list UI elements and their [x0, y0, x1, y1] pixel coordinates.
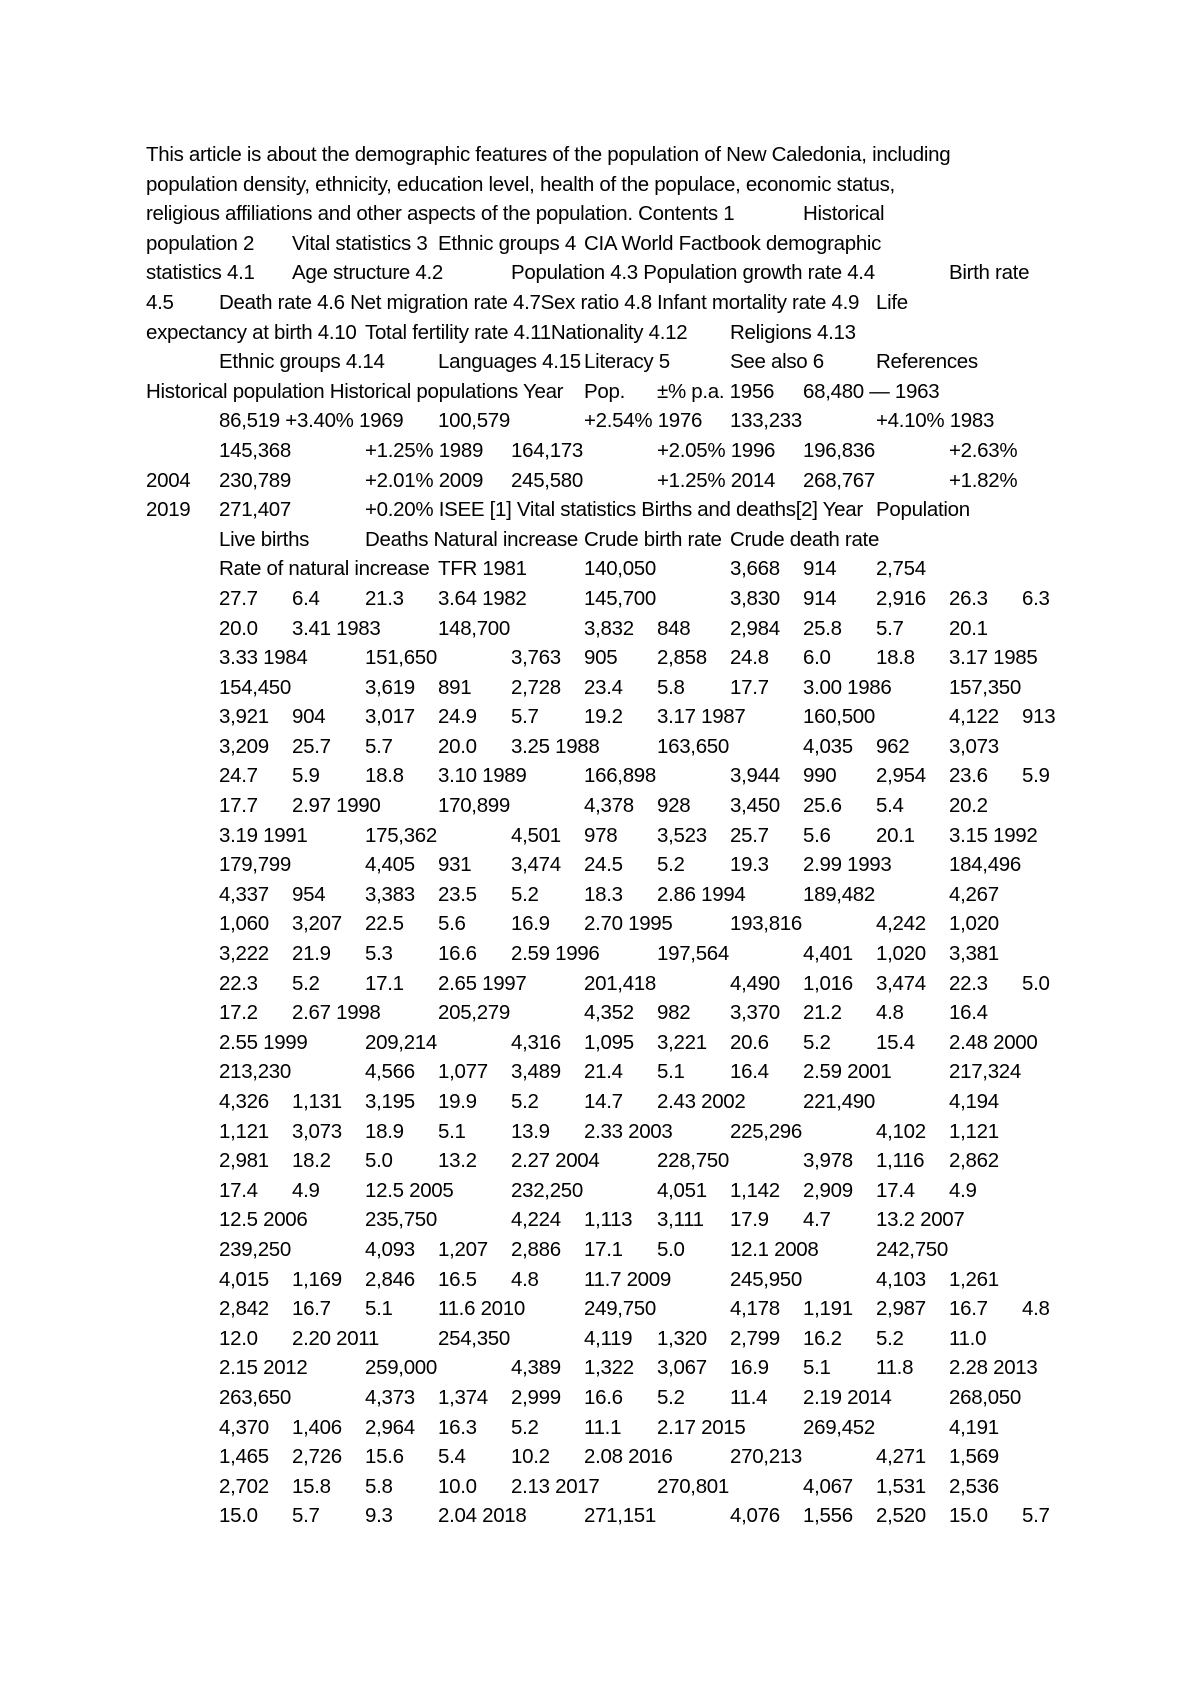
text-line: expectancy at birth 4.10 Total fertility rate 4.11Nationality 4.12 Religions 4.13 [146, 320, 856, 344]
text-line: 2019 271,407 +0.20% ISEE [1] Vital statistics Births and deaths[2] Year Population [146, 498, 970, 522]
text-line: 2.55 1999 209,214 4,316 1,095 3,221 20.6 5.2 15.4 2.48 2000 [146, 1030, 1038, 1054]
text-line: 3.33 1984 151,650 3,763 905 2,858 24.8 6.0 18.8 3.17 1985 [146, 646, 1038, 670]
text-line: 1,121 3,073 18.9 5.1 13.9 2.33 2003 225,296 4,102 1,121 [146, 1119, 999, 1143]
text-line: 4,370 1,406 2,964 16.3 5.2 11.1 2.17 2015 269,452 4,191 [146, 1415, 999, 1439]
text-line: 4,326 1,131 3,195 19.9 5.2 14.7 2.43 2002 221,490 4,194 [146, 1090, 999, 1113]
text-line: 27.7 6.4 21.3 3.64 1982 145,700 3,830 914 2,916 26.3 6.3 [146, 586, 1050, 610]
text-line: 17.4 4.9 12.5 2005 232,250 4,051 1,142 2,909 17.4 4.9 [146, 1178, 977, 1202]
text-line: population density, ethnicity, education level, health of the populace, economic status, [146, 172, 895, 196]
text-line: population 2 Vital statistics 3 Ethnic groups 4 CIA World Factbook demographic [146, 231, 882, 255]
text-line: 17.7 2.97 1990 170,899 4,378 928 3,450 25.6 5.4 20.2 [146, 794, 988, 818]
text-line: religious affiliations and other aspects of the population. Contents 1 Historical [146, 202, 885, 226]
text-line: 179,799 4,405 931 3,474 24.5 5.2 19.3 2.99 1993 184,496 [146, 853, 1022, 877]
text-line: statistics 4.1 Age structure 4.2 Population 4.3 Population growth rate 4.4 Birth rate [146, 261, 1030, 285]
text-line: 2,842 16.7 5.1 11.6 2010 249,750 4,178 1,191 2,987 16.7 4.8 [146, 1297, 1050, 1321]
text-line: 86,519 +3.40% 1969 100,579 +2.54% 1976 133,233 +4.10% 1983 [146, 409, 995, 433]
text-line: 3,209 25.7 5.7 20.0 3.25 1988 163,650 4,035 962 3,073 [146, 734, 999, 758]
text-line: 213,230 4,566 1,077 3,489 21.4 5.1 16.4 2.59 2001 217,324 [146, 1060, 1022, 1084]
text-line: 1,465 2,726 15.6 5.4 10.2 2.08 2016 270,213 4,271 1,569 [146, 1445, 999, 1469]
text-line: Historical population Historical populations Year Pop. ±% p.a. 1956 68,480 — 1963 [146, 379, 940, 403]
document-page [146, 140, 1066, 1531]
text-line: 24.7 5.9 18.8 3.10 1989 166,898 3,944 990 2,954 23.6 5.9 [146, 764, 1050, 788]
text-line: 12.0 2.20 2011 254,350 4,119 1,320 2,799 16.2 5.2 11.0 [146, 1326, 987, 1350]
text-line: 154,450 3,619 891 2,728 23.4 5.8 17.7 3.00 1986 157,350 [146, 675, 1022, 699]
text-line: 2,981 18.2 5.0 13.2 2.27 2004 228,750 3,978 1,116 2,862 [146, 1149, 999, 1173]
text-line: 12.5 2006 235,750 4,224 1,113 3,111 17.9 4.7 13.2 2007 [146, 1208, 965, 1232]
text-line: 4,015 1,169 2,846 16.5 4.8 11.7 2009 245,950 4,103 1,261 [146, 1267, 999, 1291]
text-line: 17.2 2.67 1998 205,279 4,352 982 3,370 21.2 4.8 16.4 [146, 1001, 988, 1025]
text-line: 22.3 5.2 17.1 2.65 1997 201,418 4,490 1,016 3,474 22.3 5.0 [146, 971, 1050, 995]
text-line: 4,337 954 3,383 23.5 5.2 18.3 2.86 1994 189,482 4,267 [146, 882, 999, 906]
text-line: 4.5 Death rate 4.6 Net migration rate 4.7Sex ratio 4.8 Infant mortality rate 4.9 Life [146, 290, 908, 314]
text-line: 3,921 904 3,017 24.9 5.7 19.2 3.17 1987 160,500 4,122 913 [146, 705, 1056, 729]
text-line: 1,060 3,207 22.5 5.6 16.9 2.70 1995 193,816 4,242 1,020 [146, 912, 999, 936]
text-line: 15.0 5.7 9.3 2.04 2018 271,151 4,076 1,556 2,520 15.0 5.7 [146, 1504, 1050, 1528]
text-line: 2,702 15.8 5.8 10.0 2.13 2017 270,801 4,067 1,531 2,536 [146, 1474, 999, 1498]
text-line: 145,368 +1.25% 1989 164,173 +2.05% 1996 196,836 +2.63% [146, 438, 1018, 462]
text-line: Ethnic groups 4.14 Languages 4.15 Literacy 5 See also 6 References [146, 350, 978, 374]
text-line: Live births Deaths Natural increase Crude birth rate Crude death rate [146, 527, 880, 551]
text-line: 20.0 3.41 1983 148,700 3,832 848 2,984 25.8 5.7 20.1 [146, 616, 988, 640]
text-line: 3,222 21.9 5.3 16.6 2.59 1996 197,564 4,401 1,020 3,381 [146, 942, 999, 966]
text-line: 2.15 2012 259,000 4,389 1,322 3,067 16.9 5.1 11.8 2.28 2013 [146, 1356, 1038, 1380]
text-line: 2004 230,789 +2.01% 2009 245,580 +1.25% 2014 268,767 +1.82% [146, 468, 1018, 492]
text-line: This article is about the demographic features of the population of New Caledonia, including [146, 143, 951, 166]
text-line: 3.19 1991 175,362 4,501 978 3,523 25.7 5.6 20.1 3.15 1992 [146, 823, 1038, 847]
text-line: 239,250 4,093 1,207 2,886 17.1 5.0 12.1 2008 242,750 [146, 1237, 949, 1261]
text-line: Rate of natural increase TFR 1981 140,050 3,668 914 2,754 [146, 557, 926, 581]
text-line: 263,650 4,373 1,374 2,999 16.6 5.2 11.4 2.19 2014 268,050 [146, 1385, 1022, 1409]
